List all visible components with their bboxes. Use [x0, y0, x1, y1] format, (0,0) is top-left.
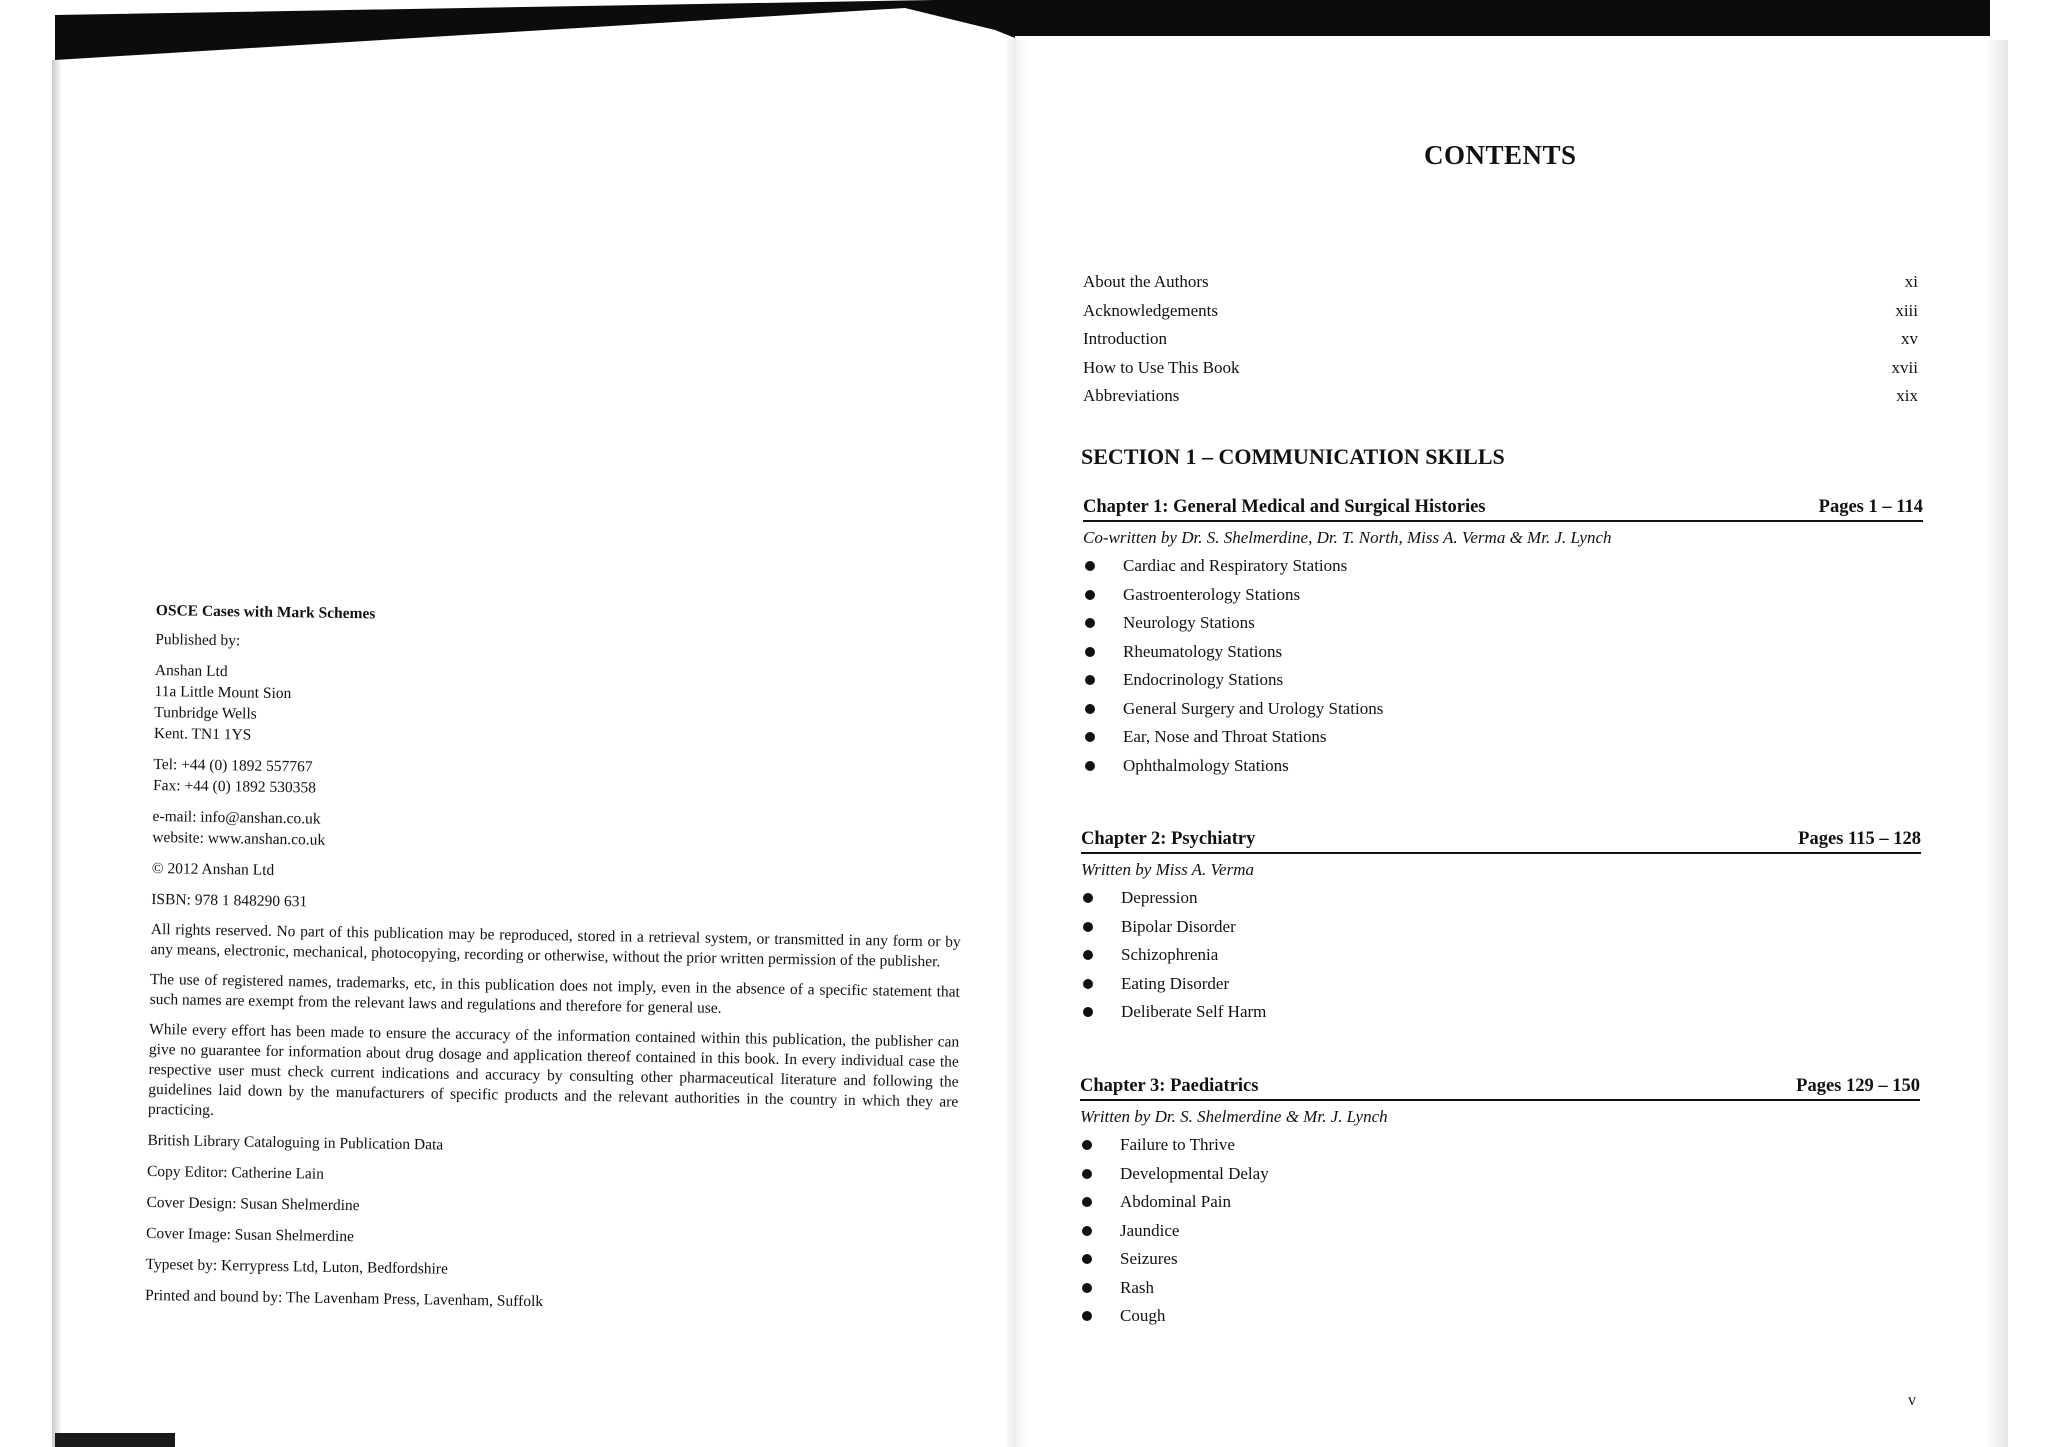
- chapter-pages: Pages 1 – 114: [1818, 497, 1923, 517]
- list-item: [1080, 1302, 1920, 1331]
- topic-label: Depression: [1121, 888, 1198, 908]
- fax: Fax: +44 (0) 1892 530358: [152, 776, 317, 797]
- book-spine: [1004, 40, 1028, 1447]
- topic-label: Developmental Delay: [1120, 1163, 1269, 1183]
- toc-entry-page: xv: [1901, 329, 1918, 348]
- bullet-icon: [1082, 1283, 1092, 1293]
- chapter-topic-list: [1083, 552, 1923, 780]
- list-item: [1080, 1160, 1920, 1189]
- typeset-by: Typeset by: Kerrypress Ltd, Luton, Bedfordshire: [145, 1255, 449, 1278]
- chapter-author: Written by Miss A. Verma: [1081, 860, 1254, 879]
- bullet-icon: [1082, 1311, 1092, 1321]
- chapter-header: [1083, 497, 1923, 522]
- address-line: Tunbridge Wells: [154, 703, 257, 723]
- telephone: Tel: +44 (0) 1892 557767: [153, 755, 313, 776]
- left-page-edge: [52, 60, 62, 1447]
- chapter-3: [1080, 1076, 1920, 1331]
- chapter-author: Co-written by Dr. S. Shelmerdine, Dr. T. North, Miss A. Verma & Mr. J. Lynch: [1083, 528, 1612, 547]
- bullet-icon: [1083, 922, 1093, 932]
- chapter-2: [1081, 829, 1921, 1027]
- bullet-icon: [1085, 761, 1095, 771]
- chapter-author: Written by Dr. S. Shelmerdine & Mr. J. Lynch: [1080, 1107, 1388, 1126]
- toc-entry-label: How to Use This Book: [1083, 357, 1240, 377]
- isbn: ISBN: 978 1 848290 631: [151, 890, 308, 911]
- list-item: [1080, 1188, 1920, 1217]
- cover-design: Cover Design: Susan Shelmerdine: [146, 1193, 360, 1215]
- rights-paragraph: All rights reserved. No part of this publication may be reproduced, stored in a retrieval system, or transmitted in any form or by any means, electronic, mechanical, photocopying, recording or otherwise, without the prior written permission of the publisher.: [150, 920, 961, 971]
- toc-entry-label: About the Authors: [1083, 272, 1209, 291]
- toc-entry: [1083, 272, 1918, 301]
- cover-image: Cover Image: Susan Shelmerdine: [145, 1224, 355, 1246]
- list-item: [1081, 941, 1921, 970]
- list-item: [1083, 723, 1923, 752]
- toc-entry-page: xvii: [1891, 357, 1918, 377]
- web-block: [152, 806, 963, 861]
- list-item: [1080, 1217, 1920, 1246]
- chapter-1: [1083, 497, 1923, 780]
- contents-heading: CONTENTS: [1424, 140, 1577, 170]
- toc-entry-page: xi: [1904, 272, 1918, 291]
- list-item: [1081, 884, 1921, 913]
- topic-label: Rash: [1120, 1277, 1154, 1297]
- list-item: [1083, 552, 1923, 581]
- email: e-mail: info@anshan.co.uk: [152, 807, 321, 828]
- bullet-icon: [1083, 1007, 1093, 1017]
- bullet-icon: [1083, 950, 1093, 960]
- scan-bottom-shadow: [55, 1433, 175, 1447]
- bullet-icon: [1085, 590, 1095, 600]
- topic-label: Eating Disorder: [1121, 973, 1230, 993]
- bullet-icon: [1082, 1197, 1092, 1207]
- topic-label: Endocrinology Stations: [1123, 670, 1284, 690]
- accuracy-paragraph: While every effort has been made to ensure the accuracy of the information contained within this publication, the publisher can give no guarantee for information about drug dosage and application thereof contained in this book. In every individual case the respective user must check current indications and accuracy by consulting other pharmaceutical literature and following the guidelines laid down by the manufacturers of specific products and the relevant authorities in the country in which they are practicing.: [147, 1020, 960, 1119]
- address-line: Kent. TN1 1YS: [153, 724, 252, 744]
- toc-entry: [1083, 386, 1918, 415]
- chapter-header: [1080, 1076, 1920, 1101]
- right-page-edge: [1986, 40, 2008, 1447]
- chapter-title: Chapter 3: Paediatrics: [1080, 1076, 1259, 1096]
- address-line: 11a Little Mount Sion: [154, 682, 292, 703]
- bullet-icon: [1085, 675, 1095, 685]
- list-item: [1080, 1245, 1920, 1274]
- bullet-icon: [1085, 732, 1095, 742]
- topic-label: Gastroenterology Stations: [1123, 584, 1301, 604]
- topic-label: Rheumatology Stations: [1123, 641, 1283, 661]
- list-item: [1081, 913, 1921, 942]
- phone-block: [153, 754, 964, 809]
- toc-entry: [1083, 358, 1918, 387]
- list-item: [1081, 998, 1921, 1027]
- list-item: [1083, 695, 1923, 724]
- bullet-icon: [1082, 1254, 1092, 1264]
- website: website: www.anshan.co.uk: [152, 828, 326, 849]
- bullet-icon: [1082, 1226, 1092, 1236]
- list-item: [1083, 581, 1923, 610]
- list-item: [1083, 666, 1923, 695]
- chapter-topic-list: [1080, 1131, 1920, 1331]
- topic-label: Cardiac and Respiratory Stations: [1123, 556, 1348, 576]
- publisher-address: [154, 660, 965, 757]
- bullet-icon: [1083, 893, 1093, 903]
- list-item: [1083, 752, 1923, 781]
- published-by-label: Published by:: [155, 630, 241, 650]
- imprint-page: [145, 600, 966, 1329]
- cataloguing: British Library Cataloguing in Publication Data: [147, 1131, 444, 1154]
- topic-label: Neurology Stations: [1123, 613, 1255, 633]
- address-line: Anshan Ltd: [154, 661, 228, 681]
- bullet-icon: [1085, 561, 1095, 571]
- list-item: [1083, 609, 1923, 638]
- scan-top-shadow: [1010, 0, 1990, 36]
- bullet-icon: [1082, 1140, 1092, 1150]
- bullet-icon: [1085, 647, 1095, 657]
- chapter-pages: Pages 129 – 150: [1796, 1076, 1920, 1096]
- bullet-icon: [1082, 1169, 1092, 1179]
- topic-label: Bipolar Disorder: [1121, 916, 1236, 936]
- chapter-topic-list: [1081, 884, 1921, 1027]
- copy-editor: Copy Editor: Catherine Lain: [146, 1162, 325, 1183]
- list-item: [1080, 1131, 1920, 1160]
- topic-label: Schizophrenia: [1121, 945, 1219, 965]
- list-item: [1083, 638, 1923, 667]
- topic-label: Jaundice: [1120, 1220, 1180, 1240]
- toc-entry-label: Introduction: [1083, 329, 1168, 348]
- scan-page-fold-shadow: [55, 0, 1015, 80]
- bullet-icon: [1085, 704, 1095, 714]
- printed-by: Printed and bound by: The Lavenham Press, Lavenham, Suffolk: [144, 1286, 544, 1311]
- list-item: [1080, 1274, 1920, 1303]
- chapter-pages: Pages 115 – 128: [1798, 829, 1921, 849]
- topic-label: Seizures: [1120, 1249, 1178, 1269]
- chapter-header: [1081, 829, 1921, 854]
- topic-label: Ophthalmology Stations: [1123, 755, 1289, 775]
- topic-label: Abdominal Pain: [1120, 1192, 1231, 1212]
- page-number: v: [1908, 1392, 1916, 1409]
- chapter-title: Chapter 2: Psychiatry: [1081, 829, 1256, 849]
- topic-label: Failure to Thrive: [1120, 1135, 1235, 1155]
- trademarks-paragraph: The use of registered names, trademarks, etc, in this publication does not imply, even in the absence of a specific statement that such names are exempt from the relevant laws and regulations and therefore for general use.: [149, 970, 961, 1017]
- toc-entry: [1083, 329, 1918, 358]
- front-matter-list: [1083, 272, 1918, 415]
- toc-entry: [1083, 301, 1918, 330]
- list-item: [1081, 970, 1921, 999]
- copyright: © 2012 Anshan Ltd: [151, 859, 275, 879]
- toc-entry-page: xiii: [1895, 300, 1918, 320]
- bullet-icon: [1085, 618, 1095, 628]
- chapter-title: Chapter 1: General Medical and Surgical Histories: [1083, 497, 1486, 517]
- topic-label: Ear, Nose and Throat Stations: [1123, 727, 1327, 747]
- toc-entry-label: Abbreviations: [1083, 386, 1180, 405]
- topic-label: General Surgery and Urology Stations: [1123, 698, 1384, 718]
- toc-entry-label: Acknowledgements: [1083, 300, 1219, 320]
- bullet-icon: [1083, 979, 1093, 989]
- topic-label: Cough: [1120, 1306, 1166, 1326]
- toc-entry-page: xix: [1896, 386, 1918, 405]
- topic-label: Deliberate Self Harm: [1121, 1002, 1267, 1022]
- section-heading: SECTION 1 – COMMUNICATION SKILLS: [1081, 444, 1505, 469]
- book-title: OSCE Cases with Mark Schemes: [155, 601, 376, 623]
